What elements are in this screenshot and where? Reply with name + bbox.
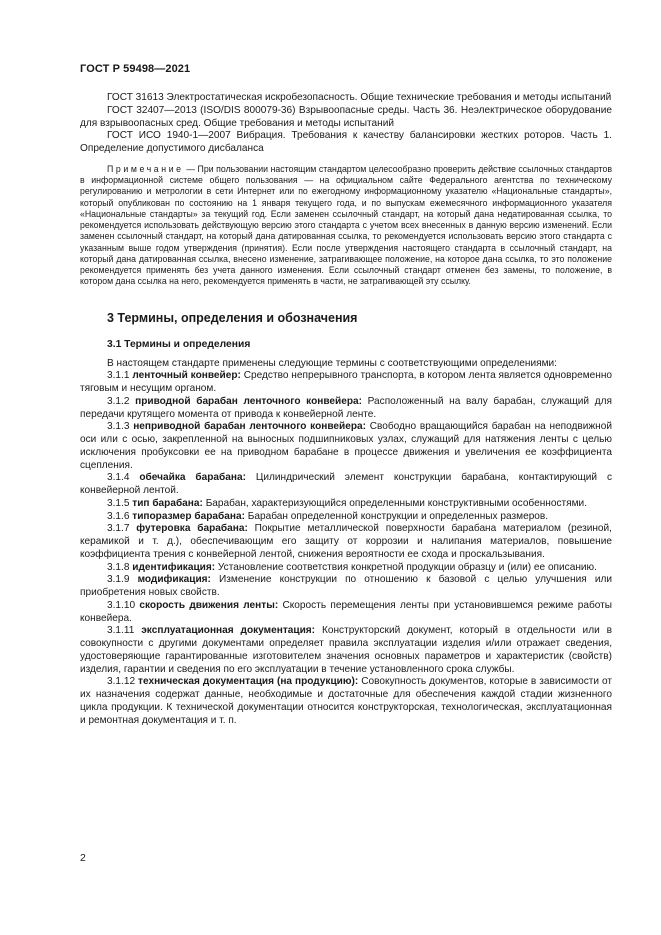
term-definition: Совокупность документов, которые в зависимости от их назначения содержат данные, необходимые и достаточные для обеспечения каждой стадии жизненного цикла продукции. К технической документации относится конструкторская, технологическая, эксплуатационная и ремонтная документация и т. п.	[80, 676, 612, 726]
term-number: 3.1.12	[107, 676, 136, 688]
term-entry	[80, 498, 612, 511]
term-definition: Установление соответствия конкретной продукции образцу и (или) ее описанию.	[217, 561, 597, 573]
term-name: тип барабана:	[132, 497, 203, 509]
term-name: модификация:	[137, 574, 211, 586]
term-number: 3.1.10	[107, 599, 136, 611]
note-text: При пользовании настоящим стандартом целесообразно проверить действие ссылочных стандартов в информационной системе общего пользования — на официальном сайте Федерального агентства по техническому регулированию и метрологии в сети Интернет или по ежегодному информационному указателю «Национальные стандарты», который опубликован по состоянию на 1 января текущего года, и по выпускам ежемесячного информационного указателя «Национальные стандарты» за текущий год. Если заменен ссылочный стандарт, на который дана недатированная ссылка, то рекомендуется использовать действующую версию этого стандарта с учетом всех внесенных в данную версию изменений. Если заменен ссылочный стандарт, на который дана датированная ссылка, то рекомендуется использовать версию этого стандарта с указанным выше годом утверждения (принятия). Если после утверждения настоящего стандарта в ссылочный стандарт, на который дана датированная ссылка, внесено изменение, затрагивающее положение, на которое дана ссылка, то это положение рекомендуется применять без учета данного изменения. Если ссылочный стандарт отменен без замены, то положение, в котором дана ссылка на него, рекомендуется применять в части, не затрагивающей эту ссылку.	[80, 163, 612, 287]
reference-item: ГОСТ ИСО 1940-1—2007 Вибрация. Требования к качеству балансировки жестких роторов. Часть 1. Определение допустимого дисбаланса	[80, 130, 612, 154]
term-number: 3.1.5	[107, 497, 130, 509]
note-block	[80, 164, 612, 288]
term-definition: Скорость перемещения ленты при установившемся режиме работы конвейера.	[80, 599, 612, 624]
term-definition: Барабан, характеризующийся определенными конструктивными особенностями.	[205, 497, 587, 509]
term-entry	[80, 370, 612, 396]
term-definition: Изменение конструкции по отношению к базовой с целью улучшения или приобретения новых свойств.	[80, 574, 612, 598]
term-entry	[80, 523, 612, 561]
term-name: эксплуатационная документация:	[141, 625, 316, 637]
term-name: футеровка барабана:	[136, 523, 248, 535]
term-definition: Средство непрерывного транспорта, в котором лента является одновременно тяговым и несущим органом.	[80, 370, 613, 394]
term-name: техническая документация (на продукцию):	[138, 676, 359, 688]
term-entry	[80, 600, 612, 626]
term-entry	[80, 472, 612, 498]
term-entry	[80, 562, 612, 575]
term-number: 3.1.2	[107, 395, 130, 407]
term-entry	[80, 396, 612, 422]
terms-list	[80, 370, 612, 727]
term-number: 3.1.3	[107, 421, 130, 433]
page-content	[80, 92, 612, 727]
reference-item: ГОСТ 31613 Электростатическая искробезопасность. Общие технические требования и методы испытаний	[107, 92, 612, 103]
section-intro: В настоящем стандарте применены следующие термины с соответствующими определениями:	[107, 357, 557, 369]
term-number: 3.1.6	[107, 510, 130, 522]
term-number: 3.1.4	[107, 472, 130, 484]
term-number: 3.1.9	[107, 574, 130, 586]
document-header: ГОСТ Р 59498—2021	[80, 63, 191, 75]
term-name: типоразмер барабана:	[132, 510, 245, 522]
term-name: ленточный конвейер:	[132, 370, 241, 382]
term-name: неприводной барабан ленточного конвейера:	[133, 421, 366, 433]
term-definition: Барабан определенной конструкции и определенных размеров.	[247, 510, 549, 522]
term-name: идентификация:	[132, 561, 216, 573]
term-entry	[80, 511, 612, 524]
term-definition: Цилиндрический элемент конструкции барабана, контактирующий с конвейерной лентой.	[80, 472, 612, 496]
term-name: обечайка барабана:	[139, 472, 246, 484]
term-definition: Свободно вращающийся барабан на неподвижной оси или с осью, закрепленной на выносных подшипниковых узлах, служащий для натяжения ленты с целью исключения пробуксовки ее на приводном барабане в процессе движения и увеличения ее коэффициента сцепления.	[80, 421, 613, 471]
section-title: 3 Термины, определения и обозначения	[107, 310, 358, 325]
term-definition: Конструкторский документ, который в отдельности или в совокупности с другими документами определяет правила эксплуатации изделия и/или отражает сведения, удостоверяющие гарантированные изготовителем значения основных параметров и характеристик (свойств) изделия, гарантии и сведения по его эксплуатации в течение установленного срока службы.	[80, 625, 612, 675]
term-entry	[80, 574, 612, 600]
page-number: 2	[80, 852, 86, 864]
term-number: 3.1.11	[107, 625, 135, 637]
term-definition: Расположенный на валу барабан, служащий для передачи крутящего момента от привода к конвейерной ленте.	[80, 395, 612, 420]
term-number: 3.1.8	[107, 561, 130, 573]
term-definition: Покрытие металлической поверхности барабана материалом (резиной, керамикой и т. д.), обеспечивающим его защиту от коррозии и налипания материалов, повышение коэффициента трения с конвейерной лентой, снижения вероятности ее схода и проскальзывания.	[80, 523, 612, 560]
reference-list	[80, 92, 612, 156]
note-dash: —	[183, 163, 198, 174]
reference-item: ГОСТ 32407—2013 (ISO/DIS 800079-36) Взрывоопасные среды. Часть 36. Неэлектрическое оборудование для взрывоопасных сред. Общие требования и методы испытаний	[80, 104, 612, 129]
term-name: приводной барабан ленточного конвейера:	[135, 395, 362, 407]
term-number: 3.1.7	[107, 523, 130, 535]
term-entry	[80, 421, 612, 472]
subsection-title: 3.1 Термины и определения	[107, 338, 251, 350]
term-entry	[80, 625, 612, 676]
term-number: 3.1.1	[107, 370, 130, 382]
term-name: скорость движения ленты:	[139, 599, 279, 611]
note-label: Примечание	[107, 163, 184, 174]
term-entry	[80, 676, 612, 727]
